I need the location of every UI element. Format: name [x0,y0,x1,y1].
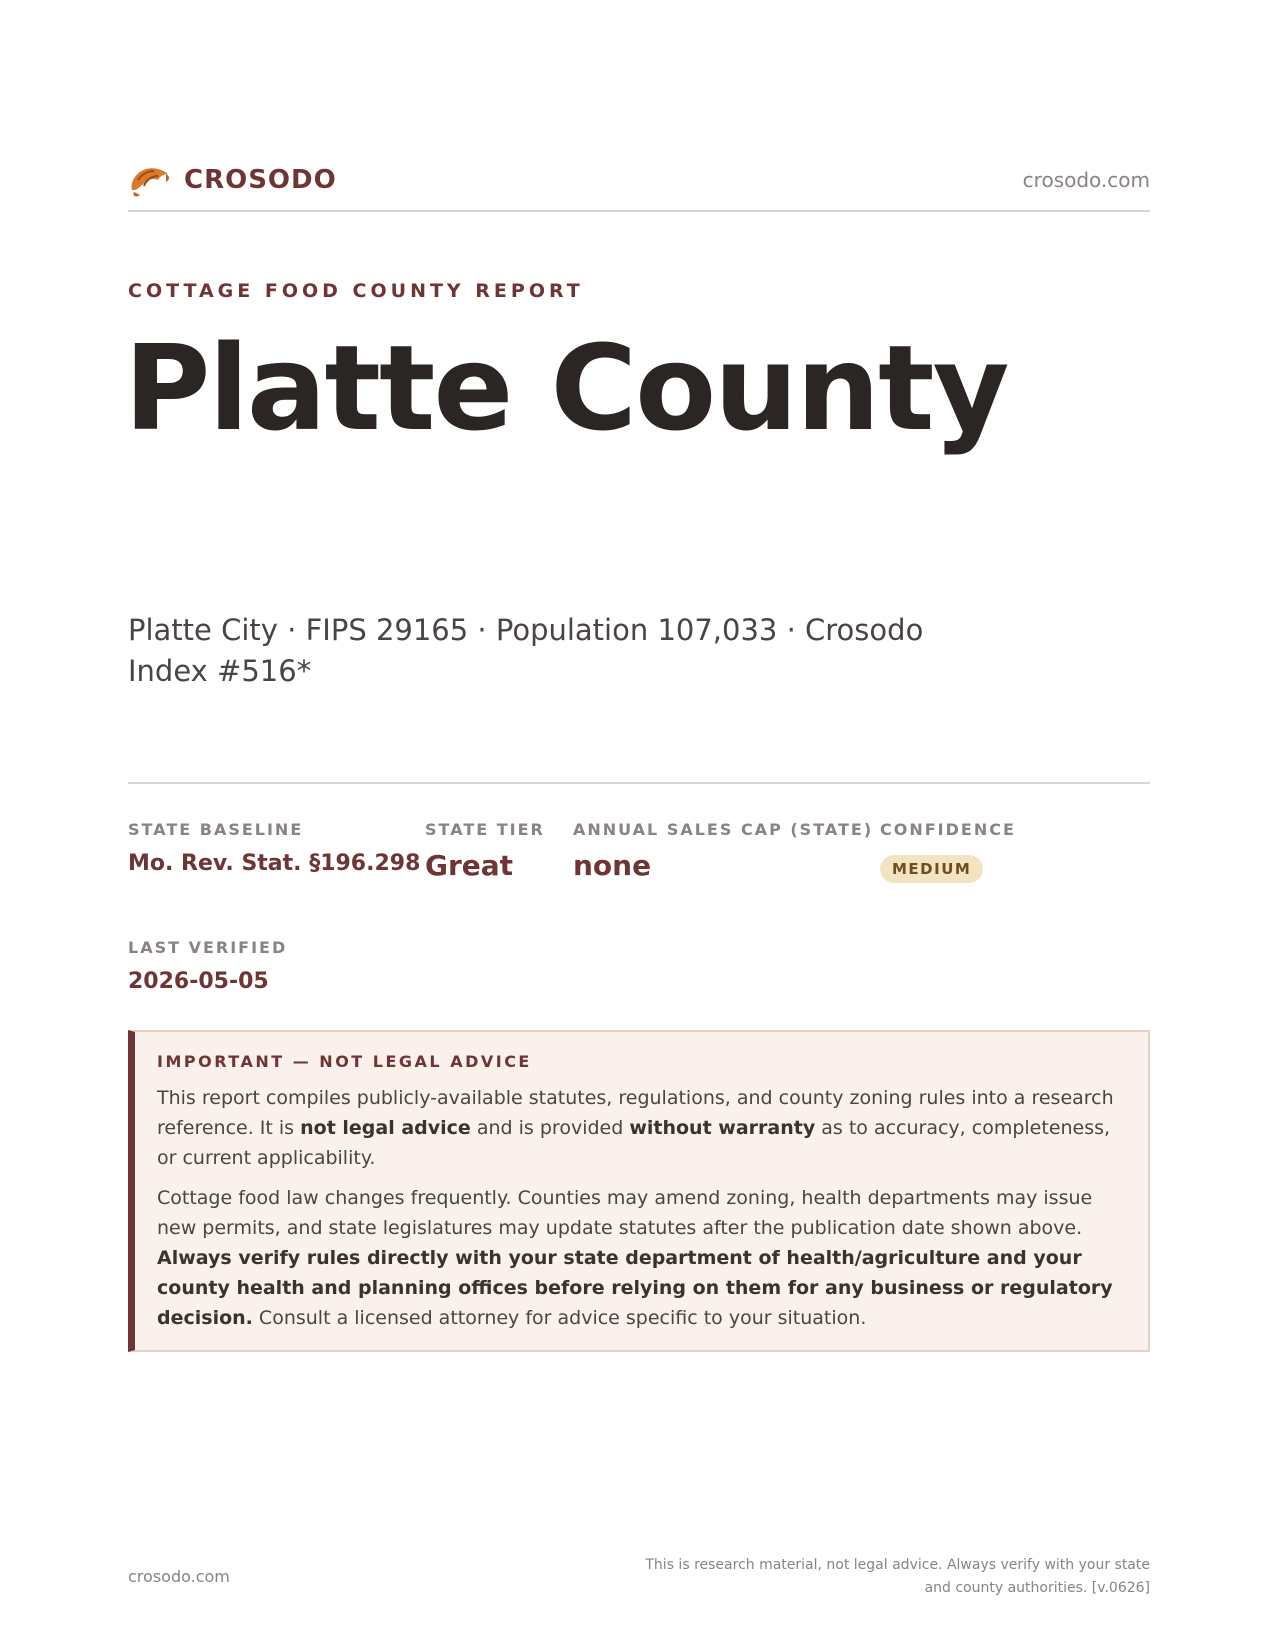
header-url[interactable]: crosodo.com [1022,168,1150,192]
text: This report compiles publicly-available statutes, regulations, and county zoning rules into a research reference. It is [157,1087,1114,1139]
stat-label: ANNUAL SALES CAP (STATE) [573,820,874,839]
disclaimer-title: IMPORTANT — NOT LEGAL ADVICE [157,1052,532,1071]
disclaimer-paragraph [157,1183,1124,1333]
footer-line: and county authorities. [v.0626] [924,1580,1150,1596]
brand-name: CROSODO [184,165,337,195]
stat-state-baseline [128,820,420,876]
footer-disclaimer [590,1554,1150,1600]
stat-value: 2026-05-05 [128,969,269,994]
stat-value: Mo. Rev. Stat. §196.298 [128,851,421,876]
footer-line: This is research material, not legal advice. Always verify with your state [645,1557,1150,1573]
stat-sales-cap [573,820,873,882]
emphasis: without warranty [629,1117,816,1139]
disclaimer-paragraph [157,1083,1124,1173]
footer-url[interactable]: crosodo.com [128,1567,230,1586]
page-header [128,158,1150,212]
confidence-badge: MEDIUM [880,855,983,883]
legal-disclaimer [128,1030,1150,1352]
emphasis: not legal advice [300,1117,471,1139]
stat-last-verified [128,938,287,994]
stat-state-tier [425,820,545,882]
text: and is provided [470,1117,630,1139]
text: Consult a licensed attorney for advice specific to your situation. [252,1307,867,1329]
brand[interactable] [128,160,337,200]
report-subtitle: Platte City · FIPS 29165 · Population 107,033 · Crosodo Index #516* [128,613,924,688]
emphasis: Always verify rules directly with your state department of health/agriculture and your county health and planning offices before relying on them for any business or regulatory decision. [157,1247,1113,1329]
report-kicker: COTTAGE FOOD COUNTY REPORT [128,280,584,302]
stat-confidence [880,820,1016,883]
divider [128,782,1150,784]
page-title: Platte County [124,319,1008,457]
text: as to accuracy, completeness, or current applicability. [157,1117,1111,1169]
stat-label: CONFIDENCE [880,820,1016,839]
stat-value: Great [425,849,514,882]
report-page [124,0,1150,1650]
stat-label: STATE BASELINE [128,820,304,839]
stat-label: STATE TIER [425,820,545,839]
stat-value: none [573,849,652,882]
croissant-icon [128,160,172,200]
text: Cottage food law changes frequently. Counties may amend zoning, health departments may issue new permits, and state legislatures may update statutes after the publication date shown above. [157,1187,1093,1239]
stat-label: LAST VERIFIED [128,938,288,957]
